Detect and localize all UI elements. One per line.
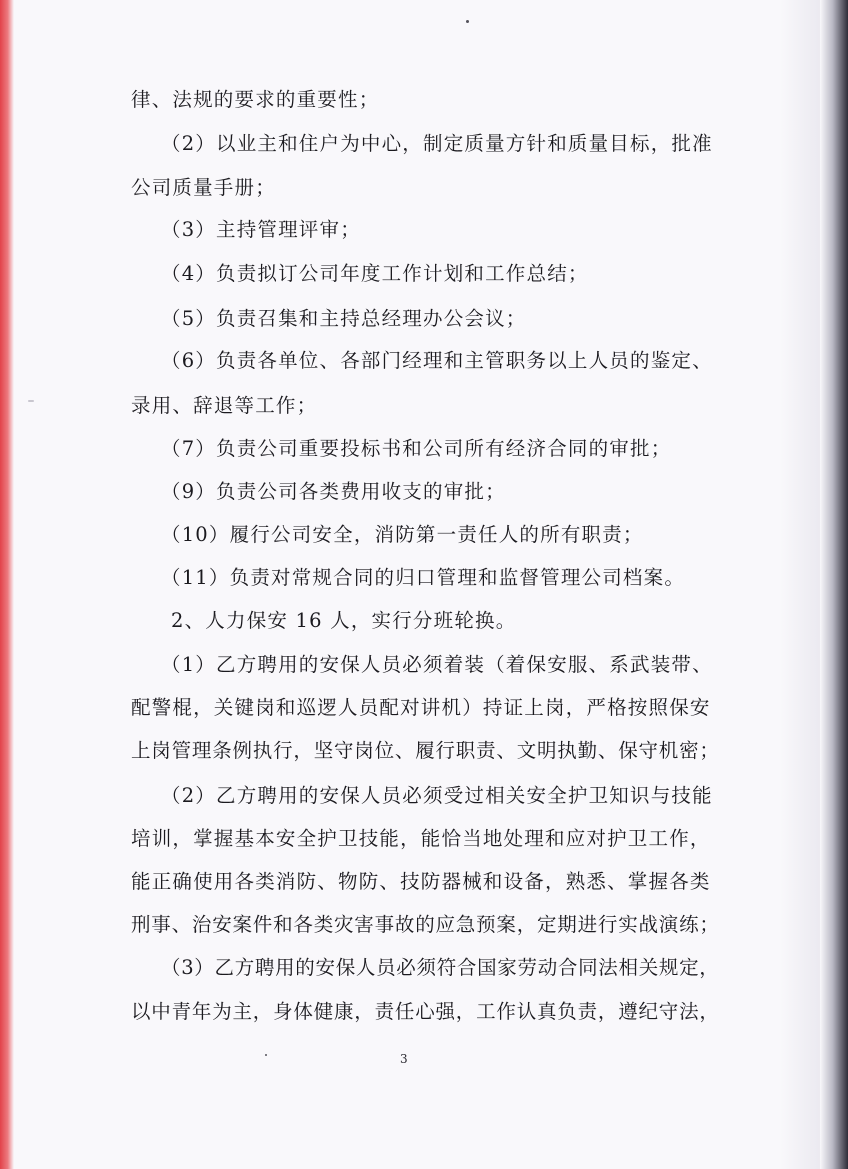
- text-line: （10）履行公司安全，消防第一责任人的所有职责；: [161, 523, 644, 546]
- scan-speck: [28, 400, 34, 402]
- scan-speck: [466, 20, 469, 23]
- text-line: 2、人力保安 16 人，实行分班轮换。: [171, 609, 517, 632]
- left-page-edge: [0, 0, 14, 1169]
- text-line: （2）乙方聘用的安保人员必须受过相关安全护卫知识与技能: [161, 784, 713, 807]
- text-line: 以中青年为主，身体健康，责任心强，工作认真负责，遵纪守法，: [131, 1000, 720, 1023]
- text-line: 培训，掌握基本安全护卫技能，能恰当地处理和应对护卫工作，: [131, 827, 711, 850]
- text-line: （1）乙方聘用的安保人员必须着装（着保安服、系武装带、: [161, 653, 713, 676]
- text-line: 能正确使用各类消防、物防、技防器械和设备，熟悉、掌握各类: [131, 870, 711, 893]
- text-line: （7）负责公司重要投标书和公司所有经济合同的审批；: [161, 437, 672, 460]
- page-number: 3: [400, 1052, 408, 1066]
- text-line: （2）以业主和住户为中心，制定质量方针和质量目标，批准: [161, 132, 713, 155]
- text-line: （11）负责对常规合同的归口管理和监督管理公司档案。: [161, 566, 686, 589]
- right-page-shadow: [780, 0, 820, 1169]
- text-line: （9）负责公司各类费用收支的审批；: [161, 480, 506, 503]
- text-line: 上岗管理条例执行，坚守岗位、履行职责、文明执勤、保守机密；: [131, 739, 720, 762]
- text-line: 刑事、治安案件和各类灾害事故的应急预案，定期进行实战演练；: [131, 913, 720, 936]
- text-line: 录用、辞退等工作；: [131, 394, 318, 417]
- text-line: 律、法规的要求的重要性；: [131, 88, 380, 111]
- text-line: （4）负责拟订公司年度工作计划和工作总结；: [161, 262, 589, 285]
- scan-speck: [265, 1054, 267, 1056]
- text-line: （6）负责各单位、各部门经理和主管职务以上人员的鉴定、: [161, 349, 713, 372]
- text-line: 配警棍，关键岗和巡逻人员配对讲机）持证上岗，严格按照保安: [131, 696, 711, 719]
- text-line: （3）乙方聘用的安保人员必须符合国家劳动合同法相关规定，: [161, 956, 720, 979]
- text-line: （5）负责召集和主持总经理办公会议；: [161, 307, 527, 330]
- text-line: （3）主持管理评审；: [161, 218, 361, 241]
- text-line: 公司质量手册；: [131, 176, 276, 199]
- right-page-edge: [820, 0, 848, 1169]
